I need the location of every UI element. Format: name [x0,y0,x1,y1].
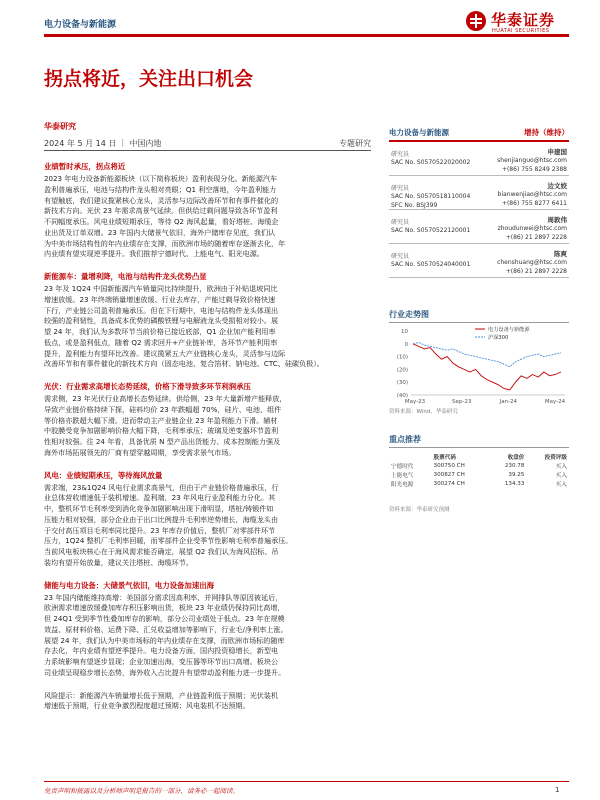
paragraph-line: 海外市场拓展领先的厂商有望穿越周期，享受需求景气市场。 [44,447,236,457]
report-section [44,162,371,260]
y-tick-label: (10) [396,354,408,361]
paragraph-line: 展望 24 年，我们认为中美市场标的年内业绩存在支撑，而欧洲市场标的随库 [44,635,285,645]
cell-code: 300274 CH [433,480,465,487]
header-rule [44,34,569,37]
analyst-role: 研究员 [391,219,410,226]
disclaimer: 免责声明和披露以及分析师声明是报告的一部分，请务必一起阅读。 [44,787,239,795]
analyst-phone: +(86) 755 8277 6411 [501,200,567,207]
recommendations-table [389,452,569,488]
analyst-list [389,142,569,278]
analyst-phone: +(86) 755 8249 2388 [501,166,567,173]
logo-subtext: HUATAI SECURITIES [492,28,550,34]
paragraph-line: 导致产业链价格持续下探，硅料均价 23 年跌幅超 70%，硅片、电池、组件 [44,404,282,414]
report-section [44,260,371,370]
header-price: 收盘价 [507,454,525,461]
section-heading: 新能源车：量增利降，电池与结构件龙头优势凸显 [44,272,207,281]
report-section [44,679,371,713]
series-line [413,344,561,390]
x-tick-label: May-24 [544,399,566,405]
performance-title: 行业走势图 [389,310,429,319]
cell-rating: 买入 [555,463,567,470]
paragraph-line: 存去化，年内业绩有望逆季提升。电力设备方面，国内投资稳增长，新型电 [44,646,279,656]
paragraph-line: 性相对较强。往 24 年看，具备优质 N 型产品出货能力、成本控制能力强及 [44,437,281,446]
table-row [389,479,569,488]
rating-header [389,122,569,142]
footer-rule [44,781,569,782]
cell-name: 阳光电源 [391,481,414,488]
firm-label: 华泰研究 [44,122,76,131]
analyst-role: 研究员 [391,253,410,260]
cell-price: 134.33 [504,480,525,487]
industry-name: 电力设备与新能源 [389,128,449,137]
analyst-card [389,142,569,176]
logo-icon [465,10,487,32]
paragraph-line: 23 年及 1Q24 中国新能源汽车销量同比持续提升，欧洲由于补贴退坡同比 [44,284,278,293]
analyst-name: 周敦伟 [547,216,567,224]
performance-divider [389,322,569,323]
paragraph-line: 改善环节和有事件催化的新技术方向（固态电池、复合箔材、钠电池、CTC、硅碳负极）。 [44,359,324,369]
analyst-sac: SAC No. S0570522120001 [391,227,471,234]
y-tick-label: (20) [396,367,408,374]
section-heading: 风电：业绩短期承压，等待海风放量 [44,470,163,480]
paragraph-line: 欧洲需求增速放缓叠加库存积压影响出货，板块 23 年业绩仍保持同比高增， [44,603,285,613]
paragraph-line: 较强的盈利韧性，具备成本优势的磷酸铁锂与电解液龙头受损相对较小。展 [44,316,279,326]
cell-price: 230.78 [504,462,525,469]
paragraph-line: 装均有望开始放量，建议关注塔桩、海缆环节。 [44,557,193,567]
meta-divider [44,150,371,151]
cell-rating: 买入 [555,472,567,479]
report-section [44,370,371,459]
paragraph-line: 压能力相对较强，部分企业由于出口比例提升毛利率逆势增长，海缆龙头由 [44,514,279,524]
report-category: 电力设备与新能源 [44,20,117,30]
section-heading: 业绩暂时承压，拐点将近 [44,162,126,171]
paragraph-line: 中，整机环节毛利率受到消化竞争加剧影响出现下滑明显，塔桩/铸锻件如 [44,504,274,513]
paragraph-line: 效益、原材料价格、运费下降、汇兑收益增加等影响下，行业毛/净利率上涨。 [44,624,288,634]
y-tick-label: 10 [401,329,408,335]
report-date: 2024 年 5 月 14 日 [44,139,117,148]
analyst-email[interactable]: zhoudunwei@htsc.com [497,225,567,232]
paragraph-line: 但 24Q1 受到季节性叠加库存的影响，部分公司业绩处于低点。23 年在规模 [44,614,285,623]
page-number: 1 [555,786,560,794]
analyst-phone: +(86) 21 2897 2228 [505,234,567,241]
header-code: 股票代码 [433,454,456,461]
legend-label: 沪深300 [488,335,509,341]
paragraph-line: 内业绩有望实现逆季提升。我们推荐宁德时代、上能电气、阳光电源。 [44,249,264,259]
x-tick-label: Sep-23 [451,399,472,405]
analyst-phone: +(86) 21 2897 2228 [505,268,567,275]
analyst-sac: SAC No. S0570522020002 [391,159,471,166]
paragraph-line: 新技术方向。光伏 23 年需求高景气延续，但供给过剩问题导致各环节盈利 [44,206,278,216]
analyst-name: 边文姣 [547,182,567,190]
report-region: 中国内地 [129,139,162,148]
report-section [44,569,371,679]
y-tick-label: 0 [404,341,408,348]
company-logo [465,8,575,36]
right-panel [389,122,569,278]
y-tick-label: (30) [396,380,408,387]
recommendations-title: 重点推荐 [389,435,421,444]
paragraph-line: 不同幅度承压。风电业绩短期承压，等待 Q2 海风起量，看好塔桩、海缆企 [44,217,279,226]
performance-chart [389,325,569,407]
paragraph-line: 需求端，23&1Q24 风电行业需求高景气，但由于产业链价格普遍承压，行 [44,482,279,492]
report-section [44,459,371,569]
paragraph-line: 当前风电板块核心在于海风需求能否确定，展望 Q2 我们认为海风招标、吊 [44,547,279,556]
cell-code: 300827 CH [433,471,465,478]
paragraph-line: 业总体营收增速低于装机增速。盈利端，23 年风电行业盈利能力分化。其 [44,493,276,503]
paragraph-line: 业出货及订单双增。23 年国内大储景气依旧，海外户储库存见底，我们认 [44,227,276,237]
paragraph-line: 等价格亦跌超大幅下滑。进而带动主产业链企业 23 年盈利能力下滑。辅材 [44,415,278,425]
analyst-email[interactable]: shenjianguo@htsc.com [497,157,567,164]
paragraph-line: 望 24 年，我们认为多数环节当前价格已接近底部，Q1 企业加产能利用率 [44,327,276,336]
section-heading: 光伏：行业需求高增长态势延续，价格下滑导致多环节利润承压 [44,382,251,391]
analyst-email[interactable]: chenshuang@htsc.com [497,259,567,266]
analyst-name: 申建国 [547,148,567,156]
paragraph-line: 下行，产业链公司盈利普遍承压。但在下行期中，电池与结构件龙头体现出 [44,305,279,315]
paragraph-line: 中胶膜受竞争加剧影响价格大幅下降，毛利率承压；玻璃及逆变器环节盈利 [44,426,279,436]
report-type: 专题研究 [339,139,371,148]
cell-rating: 买入 [555,481,567,488]
analyst-card [389,176,569,210]
paragraph-line: 压力，1Q24 整机厂毛利率回暖，而零部件企业受季节性影响毛利率普遍承压。 [44,536,293,546]
paragraph-line: 有望触底，我们建议揽紧核心龙头，灵活参与边际改善环节和有事件催化的 [44,195,279,205]
analyst-card [389,244,569,278]
analyst-sac: SAC No. S0570518110004 [391,193,471,200]
report-meta: 2024 年 5 月 14 日 ｜ 中国内地 [44,139,162,148]
paragraph-line: 力系统影响有望逐步显现；企业加速出海，变压器等环节出口高增。板块公 [44,657,279,666]
section-heading: 储能与电力设备：大储景气依旧，电力设备加速出海 [44,580,214,590]
logo-text: 华泰证券 [491,11,556,29]
paragraph-line: 盈利普遍承压，电池与结构件龙头相对亮眼；Q1 利空落地，今年盈利能力 [44,184,277,194]
paragraph-line: 司业绩呈现稳步增长态势，海外收入占比提升有望带动盈利能力进一步提升。 [44,667,286,677]
cell-code: 300750 CH [433,462,465,469]
paragraph-line: 2023 年电力设备新能源板块（以下简称板块）盈利表现分化。新能源汽车 [44,174,278,183]
table-row [389,461,569,470]
report-body [44,162,371,712]
paragraph-line: 于交付高压项目毛利率同比提升。23 年库存价值后，整机厂对零部件环节 [44,525,276,535]
paragraph-line: 需求侧，23 年光伏行业高增长态势延续。供给侧，23 年大量新增产能释放， [44,394,287,403]
analyst-email[interactable]: bianwenjiao@htsc.com [497,191,567,198]
recommendations-divider [389,447,569,448]
x-tick-label: May-23 [404,399,426,405]
x-tick-label: Jan-24 [499,399,518,405]
paragraph-line: 低点，或是盈利低点，随着 Q2 需求回升+产业链补库，各环节产能利用率 [44,337,278,347]
analyst-role: 研究员 [391,151,410,158]
analyst-card [389,210,569,244]
recommendations-source: 资料来源：华泰研究预测 [389,507,450,513]
series-line [413,343,561,367]
paragraph-line: 增速放缓。23 年终端销量增速放缓、行业去库存，产能过剩导致价格快速 [44,294,276,304]
cell-price: 39.25 [508,471,525,478]
table-row [389,470,569,479]
table-header [389,452,569,461]
paragraph-line: 增速低于预期，行业竞争激烈程度超过预期；风电装机不达预期。 [44,701,250,711]
y-tick-label: (40) [396,393,408,399]
analyst-sfc: SFC No. BSJ399 [391,202,438,209]
industry-rating: 增持（维持） [524,128,569,137]
paragraph-line: 23 年国内储能维持高增：美国部分需求因高利率、并网排队等原因被延后， [44,592,283,602]
header-rating: 投资评级 [544,454,567,461]
report-title: 拐点将近，关注出口机会 [44,68,254,90]
legend-label: 电力设备与新能源 [488,327,530,333]
chart-source: 资料来源：Wind，华泰研究 [389,409,458,415]
cell-name: 上能电气 [391,472,414,479]
paragraph-line: 提升，盈利能力有望环比改善。建议揽紧五大产业链核心龙头，灵活参与边际 [44,348,286,358]
analyst-sac: SAC No. S0570524040001 [391,261,471,268]
paragraph-line: 风险提示：新能源汽车销量增长低于预期，产业链盈利低于预期；光伏装机 [44,690,279,700]
analyst-name: 陈爽 [554,250,567,258]
paragraph-line: 为中美市场结构性的年内业绩存在支撑，而欧洲市场的随着库存逐渐去化，年 [44,238,286,248]
analyst-role: 研究员 [391,185,410,192]
cell-name: 宁德时代 [391,463,414,470]
